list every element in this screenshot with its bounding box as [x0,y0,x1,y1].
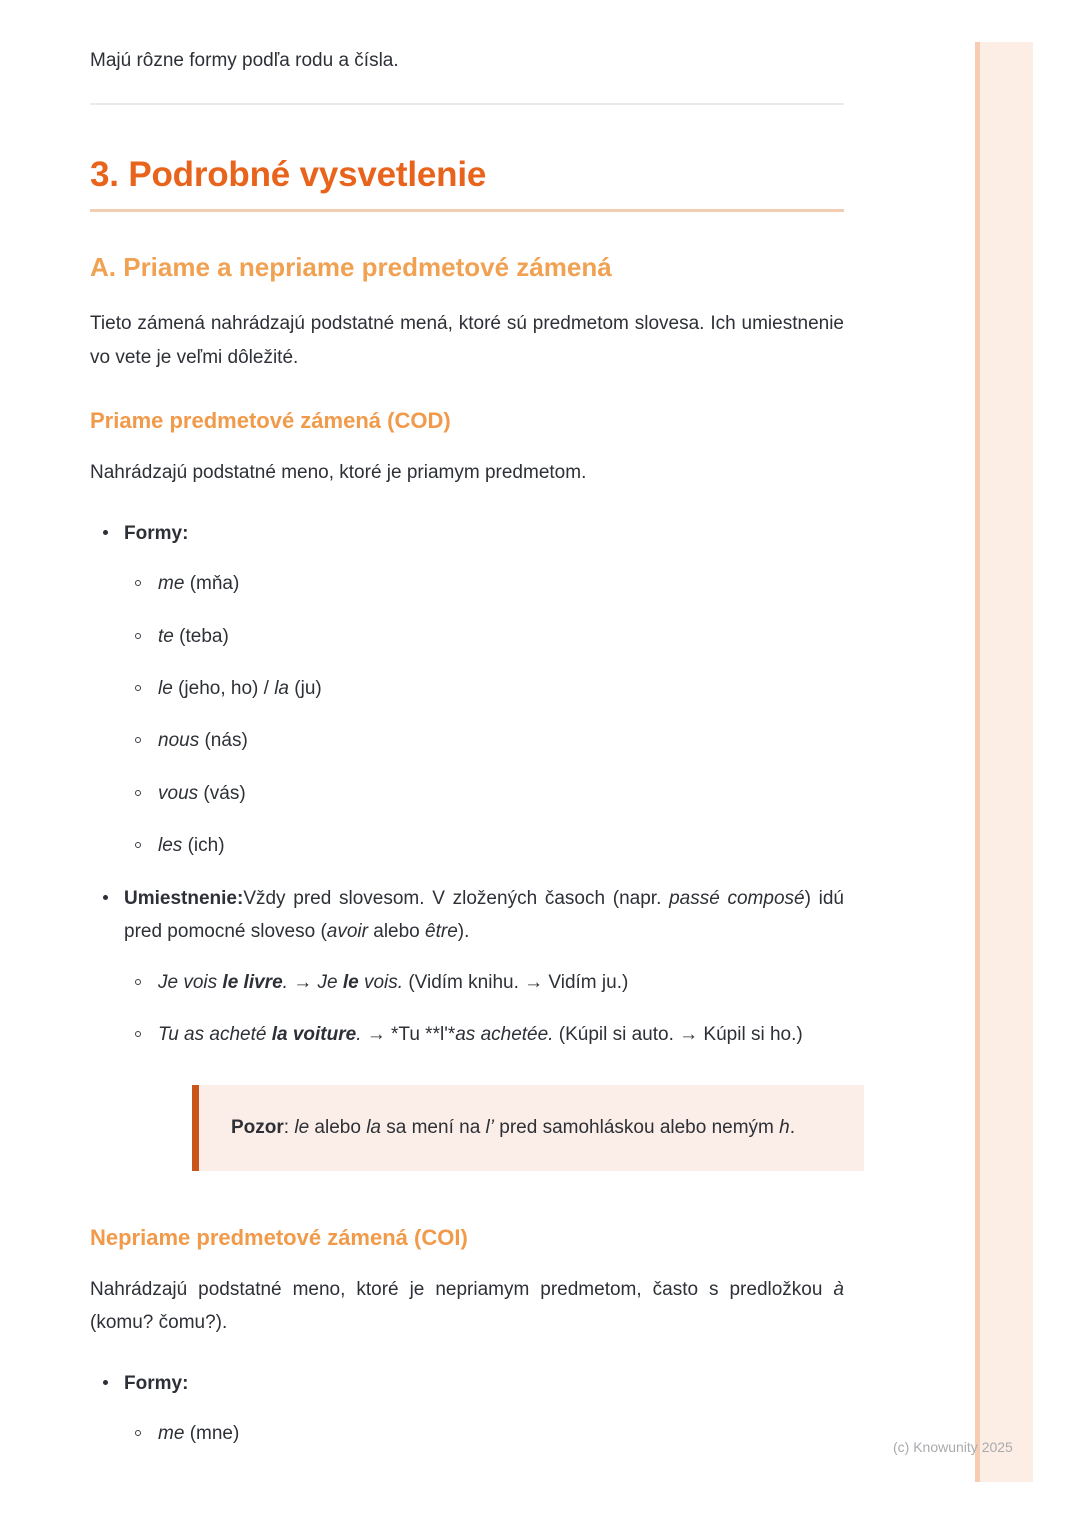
callout-i4: h [779,1117,790,1139]
list-item [124,1019,844,1051]
example2-part3: as achetée. [455,1024,554,1046]
cod-examples-list [124,967,844,1052]
coi-intro-part1: Nahrádzajú podstatné meno, ktoré je nepriamym predmetom, často s predložkou [90,1278,834,1300]
cod-list [90,517,844,1170]
callout-text [231,1111,834,1144]
cod-forms-list [124,568,844,862]
cod-placement-label: Umiestnenie: [124,888,244,910]
form-slovak: (teba) [179,625,229,647]
form-french: vous [158,782,199,804]
example1-part1: Je vois [158,971,223,993]
form-slovak-alt: (ju) [294,678,322,700]
form-slovak: (vás) [203,782,246,804]
form-slovak: (mňa) [189,573,240,595]
list-item [90,1367,844,1451]
form-french: te [158,625,174,647]
callout-label: Pozor [231,1117,284,1139]
coi-heading: Nepriame predmetové zámená (COI) [90,1224,468,1250]
coi-forms-list [124,1418,844,1450]
list-item [124,778,844,810]
list-item [124,830,844,862]
subsection-intro: Tieto zámená nahrádzajú podstatné mená, ktoré sú predmetom slovesa. Ich umiestnenie vo vete je veľmi dôležité. [90,313,844,368]
form-french: les [158,834,183,856]
form-slovak: (jeho, ho) [178,678,259,700]
form-separator: / [263,678,269,700]
placement-term-3: être [425,921,458,943]
placement-text-2: ) idú pred pomocné sloveso ( [124,888,844,943]
callout-i3: l’ [485,1117,494,1139]
cod-heading: Priame predmetové zámená (COD) [90,407,451,433]
list-item [124,725,844,757]
example1-bold1: le livre [222,971,283,993]
watermark: (c) Knowunity 2025 [893,1439,1013,1455]
divider-grey [90,103,844,105]
list-item [124,967,844,999]
example1-bold2: le [342,971,359,993]
page-title: 3. Podrobné vysvetlenie [90,155,487,195]
intro-line: Majú rôzne formy podľa rodu a čísla. [90,50,399,71]
placement-text-4: ). [457,921,470,943]
list-item [90,882,844,1170]
cod-intro: Nahrádzajú podstatné meno, ktoré je priamym predmetom. [90,461,587,483]
coi-intro-term: à [833,1278,844,1300]
form-french-alt: la [274,678,289,700]
example2-bold1: la voiture [271,1024,357,1046]
callout-t2: alebo [309,1117,367,1139]
list-item [90,517,844,862]
coi-list [90,1367,844,1451]
callout-i2: la [366,1117,381,1139]
form-slovak: (mne) [189,1423,240,1445]
callout-t3: sa mení na [380,1117,486,1139]
list-item [124,673,844,705]
example2-part1: Tu as acheté [158,1024,272,1046]
placement-term-1: passé composé [669,888,805,910]
form-slovak: (ich) [187,834,225,856]
form-french: me [158,573,185,595]
list-item [124,621,844,653]
list-item [124,1418,844,1450]
example2-part2: . [356,1024,362,1046]
callout-t5: . [789,1117,796,1139]
placement-text-1: Vždy pred slovesom. V zložených časoch (napr. [243,888,670,910]
example2-plain1: → *Tu **l'* [361,1024,456,1046]
list-item [124,568,844,600]
coi-intro-part2: (komu? čomu?). [90,1311,228,1333]
form-french: le [158,678,173,700]
form-slovak: (nás) [204,730,248,752]
callout-i1: le [294,1117,310,1139]
example1-part2: . → Je [282,971,343,993]
example2-translation: (Kúpil si auto. → Kúpil si ho.) [553,1024,803,1046]
decorative-side-strip [975,42,1033,1482]
example1-part3: vois. [358,971,404,993]
form-french: me [158,1423,185,1445]
warning-callout [192,1085,864,1170]
example1-translation: (Vidím knihu. → Vidím ju.) [403,971,629,993]
cod-forms-label: Formy: [124,523,189,545]
divider-orange [90,209,844,212]
form-french: nous [158,730,200,752]
coi-forms-label: Formy: [124,1373,189,1395]
placement-term-2: avoir [326,921,368,943]
placement-text-3: alebo [367,921,426,943]
subsection-heading: A. Priame a nepriame predmetové zámená [90,252,612,283]
coi-intro [90,1273,844,1340]
callout-t4: pred samohláskou alebo nemým [494,1117,780,1139]
callout-t1: : [283,1117,295,1139]
